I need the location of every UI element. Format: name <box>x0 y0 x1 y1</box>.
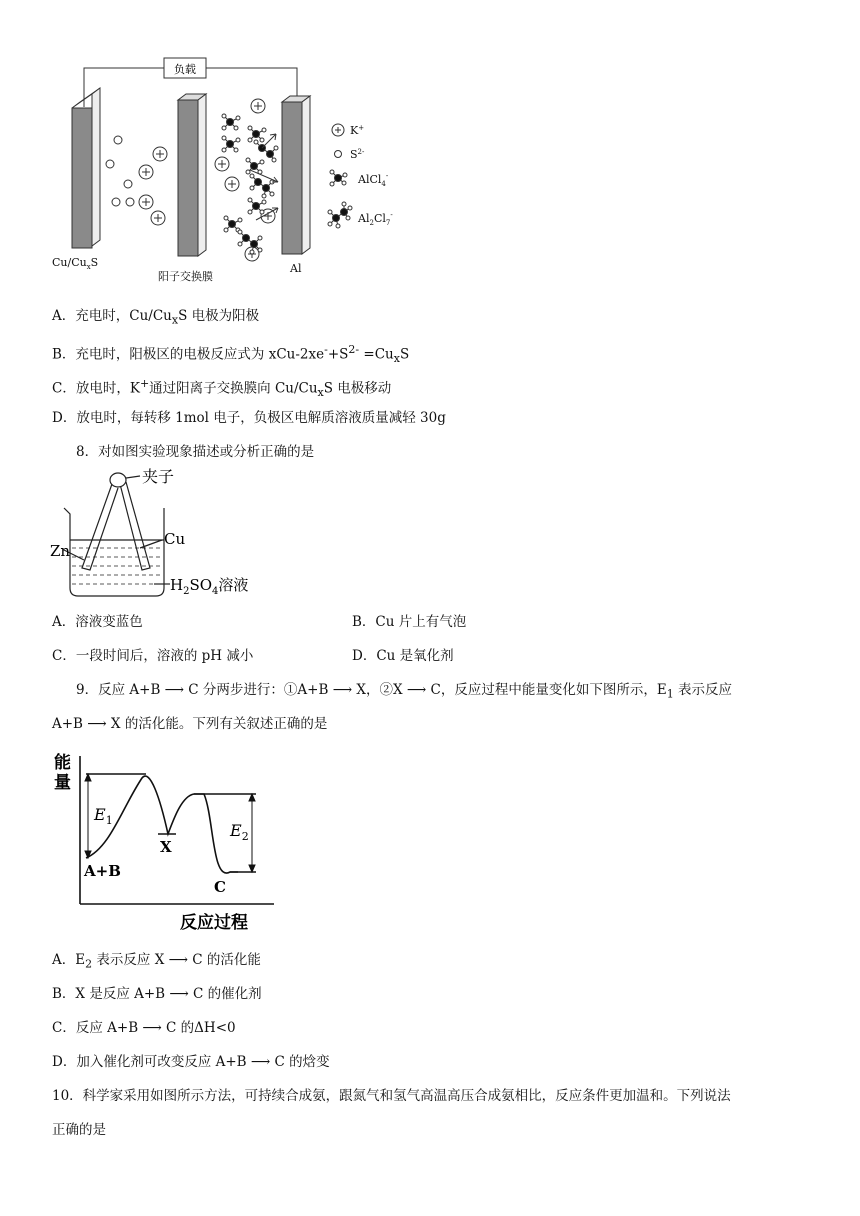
q9-option-b: B．X 是反应 A+B ⟶ C 的催化剂 <box>52 986 262 1002</box>
x-label: X <box>160 838 172 856</box>
q8-option-d: D．Cu 是氧化剂 <box>352 648 454 664</box>
q8-option-a: A．溶液变蓝色 <box>52 614 143 630</box>
clip-label: 夹子 <box>142 468 175 486</box>
y-axis-label-1: 能 <box>54 753 71 773</box>
q9-option-c: C．反应 A+B ⟶ C 的ΔH<0 <box>52 1020 236 1036</box>
legend-s: $S^{2-}$ <box>350 148 365 161</box>
e1-label: $E_1$ <box>94 805 113 827</box>
q7-option-c: C．放电时，K+通过阳离子交换膜向 $Cu/Cu_xS$ 电极移动 <box>52 377 392 400</box>
electrode-al <box>282 96 310 254</box>
left-chamber-ions <box>106 136 167 225</box>
legend-al2cl7: $Al_2Cl_7^-$ <box>358 211 393 227</box>
q8-option-c: C．一段时间后，溶液的 pH 减小 <box>52 648 254 664</box>
q7-option-a: A．充电时，$Cu/Cu_xS$ 电极为阳极 <box>52 308 260 327</box>
energy-diagram <box>52 748 282 934</box>
battery-figure <box>50 52 430 288</box>
zn-label: Zn <box>50 542 71 560</box>
c-label: C <box>214 878 226 896</box>
electrode-cu <box>72 88 100 248</box>
q7-option-d: D．放电时，每转移 1mol 电子，负极区电解质溶液质量减轻 30g <box>52 410 446 426</box>
electrode-left-label: $Cu/Cu_xS$ <box>52 256 99 271</box>
x-axis-label: 反应过程 <box>180 913 248 933</box>
load-label: 负载 <box>174 63 196 76</box>
ab-label: A+B <box>84 862 121 880</box>
membrane <box>178 94 206 256</box>
e2-label: $E_2$ <box>230 821 249 843</box>
q7-option-b: B．充电时，阳极区的电极反应式为 xCu-$2xe^-+S^{2-} =Cu_xS$ <box>52 343 410 366</box>
q9-stem-line2: A+B ⟶ X 的活化能。下列有关叙述正确的是 <box>52 716 328 732</box>
legend-k: K+ <box>350 124 365 137</box>
membrane-label: 阳子交换膜 <box>158 270 213 283</box>
electrode-right-label: Al <box>290 262 302 275</box>
solution-label: $H_2SO_4$溶液 <box>170 576 249 597</box>
y-axis-label-2: 量 <box>54 773 71 793</box>
q10-stem-line1: 10．科学家采用如图所示方法，可持续合成氨，跟氮气和氢气高温高压合成氨相比，反应条件更加温和。下列说法 <box>52 1088 731 1104</box>
q9-option-d: D．加入催化剂可改变反应 A+B ⟶ C 的焓变 <box>52 1054 330 1070</box>
right-chamber-ions <box>215 99 278 261</box>
legend-alcl4: AlCl$_4$- <box>358 172 389 188</box>
q9-stem-line1: 9．反应 A+B ⟶ C 分两步进行：①A+B ⟶ X，②X ⟶ C，反应过程中能量变化如下图所示，$E_1$ 表示反应 <box>76 682 732 701</box>
cu-label: Cu <box>164 530 186 548</box>
q8-stem: 8．对如图实验现象描述或分析正确的是 <box>76 444 315 460</box>
q8-option-b: B．Cu 片上有气泡 <box>352 614 467 630</box>
beaker-figure <box>50 468 270 600</box>
legend <box>328 124 352 228</box>
q10-stem-line2: 正确的是 <box>52 1122 106 1138</box>
q9-option-a: A．$E_2$ 表示反应 X ⟶ C 的活化能 <box>52 952 261 971</box>
